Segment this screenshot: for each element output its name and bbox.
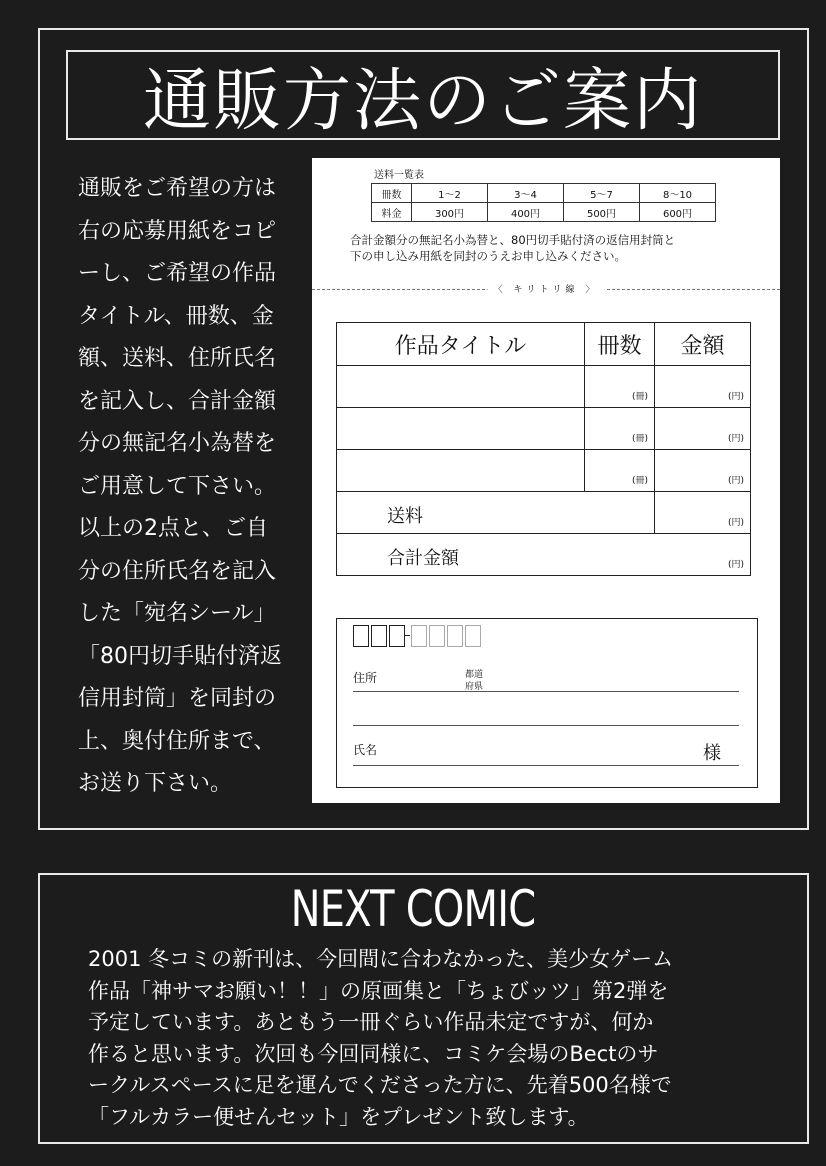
title-field[interactable] xyxy=(337,408,585,450)
instruction-line: ご用意して下さい。 xyxy=(78,473,277,499)
next-comic-line: ークルスペースに足を運んでくださった方に、先着500名様で xyxy=(88,1073,672,1097)
note-line: 下の申し込み用紙を同封のうえお申し込みください。 xyxy=(350,249,626,263)
header-title: 作品タイトル xyxy=(337,323,585,366)
shipping-table-title: 送料一覧表 xyxy=(374,170,424,181)
zip-digit-box[interactable] xyxy=(447,625,463,647)
name-line[interactable] xyxy=(353,765,739,766)
quantity-cell: 3～4 xyxy=(488,184,564,203)
note-line: 合計金額分の無記名小為替と、80円切手貼付済の返信用封筒と xyxy=(350,233,676,247)
next-comic-line: 作ると思います。次回も今回同様に、コミケ会場のBectのサ xyxy=(88,1041,659,1066)
instruction-line: 以上の2点と、ご自 xyxy=(78,516,268,541)
shipping-amount-field[interactable]: (円) xyxy=(655,492,751,534)
address-label: 住所 xyxy=(353,671,378,685)
instruction-line: 額、送料、住所氏名 xyxy=(78,346,277,371)
fee-cell: 600円 xyxy=(640,203,716,222)
shipping-fee-table xyxy=(371,183,716,222)
quantity-field[interactable]: (冊) xyxy=(585,408,655,450)
instruction-line: 分の無記名小為替を xyxy=(78,431,277,456)
order-form xyxy=(312,158,780,803)
zip-digit-box[interactable] xyxy=(353,625,369,647)
quantity-field[interactable]: (冊) xyxy=(585,366,655,408)
zip-digit-box[interactable] xyxy=(465,625,481,647)
amount-field[interactable]: (円) xyxy=(655,366,751,408)
instruction-line: ーし、ご希望の作品 xyxy=(78,261,277,286)
instruction-line: お送り下さい。 xyxy=(78,771,233,796)
instructions-text xyxy=(78,168,293,806)
instruction-line: タイトル、冊数、金 xyxy=(78,303,274,329)
prefecture-label xyxy=(465,669,483,693)
next-comic-text xyxy=(88,944,788,1133)
quantity-cell: 8～10 xyxy=(640,184,716,203)
next-comic-line: 予定しています。あともう一冊ぐらい作品未定ですが、何か xyxy=(88,1010,654,1034)
next-comic-line: 2001 冬コミの新刊は、今回間に合わなかった、美少女ゲーム xyxy=(88,947,674,971)
payment-note xyxy=(350,232,675,264)
zip-digit-box[interactable] xyxy=(411,625,427,647)
total-amount-field[interactable]: (円) xyxy=(727,560,744,570)
shipping-label: 送料 xyxy=(337,492,655,534)
row-label-fee: 料金 xyxy=(372,203,412,222)
title-field[interactable] xyxy=(337,366,585,408)
title-field[interactable] xyxy=(337,450,585,492)
order-table xyxy=(336,322,751,576)
instruction-line: 分の住所氏名を記入 xyxy=(78,558,277,584)
quantity-cell: 5～7 xyxy=(564,184,640,203)
instruction-line: 通販をご希望の方は xyxy=(78,176,277,201)
instruction-line: 上、奥付住所まで、 xyxy=(78,728,276,754)
header-amount: 金額 xyxy=(655,323,751,366)
next-comic-title: NEXT COMIC xyxy=(290,880,536,938)
zip-separator xyxy=(404,635,410,636)
amount-field[interactable]: (円) xyxy=(655,408,751,450)
address-line[interactable] xyxy=(353,691,739,692)
name-label: 氏名 xyxy=(353,743,378,757)
next-comic-line: 「フルカラー便せんセット」をプレゼント致します。 xyxy=(88,1104,589,1129)
zip-digit-box[interactable] xyxy=(389,625,405,647)
fee-cell: 400円 xyxy=(488,203,564,222)
address-label-box xyxy=(336,618,758,788)
quantity-cell: 1～2 xyxy=(412,184,488,203)
total-row xyxy=(337,534,751,576)
prefecture-line: 都道 xyxy=(465,670,484,680)
header-quantity: 冊数 xyxy=(585,323,655,366)
zip-digit-box[interactable] xyxy=(371,625,387,647)
instruction-line: 「80円切手貼付済返 xyxy=(78,643,282,669)
instruction-line: を記入し、合計金額 xyxy=(78,388,277,414)
address-line[interactable] xyxy=(353,725,739,726)
cut-line-label: 〈 キリトリ線 〉 xyxy=(488,282,605,295)
prefecture-line: 府県 xyxy=(465,682,484,692)
amount-field[interactable]: (円) xyxy=(655,450,751,492)
row-label-quantity: 冊数 xyxy=(372,184,412,203)
instruction-line: した「宛名シール」 xyxy=(78,601,276,626)
page-title: 通販方法のご案内 xyxy=(66,50,780,140)
total-label: 合計金額 xyxy=(387,548,459,569)
honorific: 様 xyxy=(703,743,721,764)
instruction-line: 右の応募用紙をコピ xyxy=(78,218,277,244)
fee-cell: 300円 xyxy=(412,203,488,222)
zip-digit-box[interactable] xyxy=(429,625,445,647)
fee-cell: 500円 xyxy=(564,203,640,222)
quantity-field[interactable]: (冊) xyxy=(585,450,655,492)
next-comic-line: 作品「神サマお願い！！」の原画集と「ちょびッツ」第2弾を xyxy=(88,978,669,1003)
instruction-line: 信用封筒」を同封の xyxy=(78,686,277,711)
